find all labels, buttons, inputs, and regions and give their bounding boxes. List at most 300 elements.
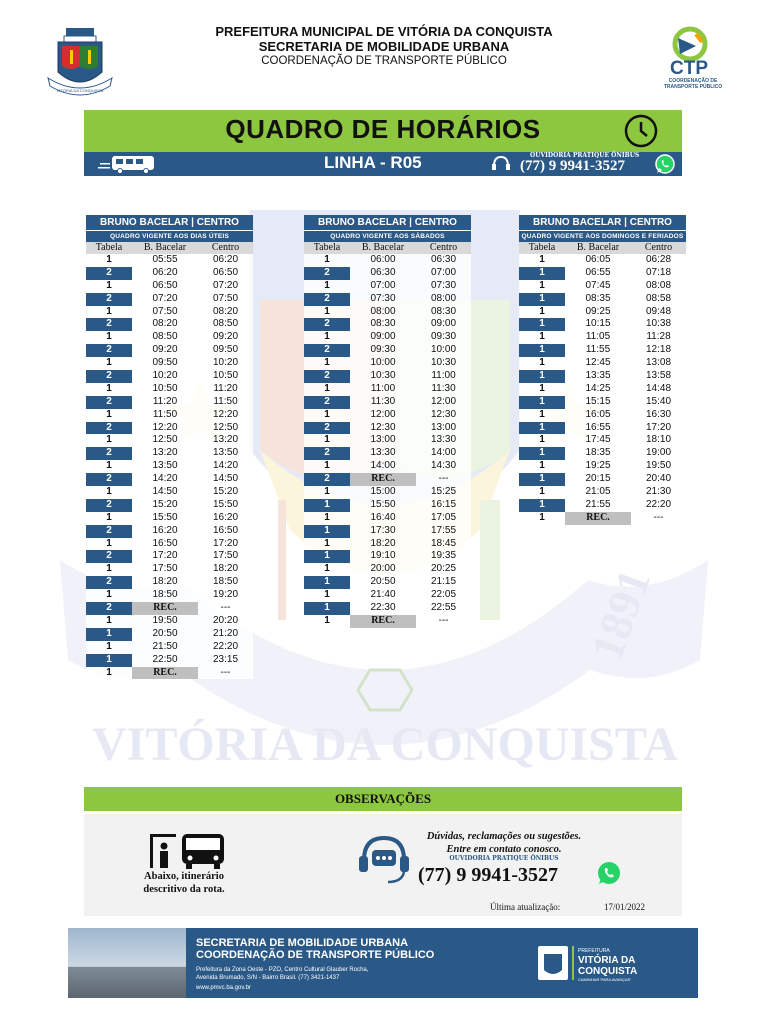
whatsapp-icon-contact [596,860,622,886]
table-cell-tabela: 1 [519,473,565,486]
table-row [86,447,253,460]
table-row [519,331,686,344]
column-header: Centro [644,242,673,253]
table-cell-centro: 22:05 [430,589,457,601]
table-cell-tabela: 1 [539,460,545,472]
table-row [86,538,253,551]
table-cell-centro: 09:48 [645,305,672,317]
header-line-2: SECRETARIA DE MOBILIDADE URBANA [258,39,510,54]
table-cell-centro: 10:50 [212,370,239,382]
table-cell-bacelar: 16:40 [370,511,396,523]
table-row [86,318,253,331]
footer-title-1: SECRETARIA DE MOBILIDADE URBANA [196,937,409,949]
table-cell-tabela: 2 [86,602,132,615]
table-cell-centro: 15:40 [645,395,672,407]
table-cell-tabela: 1 [539,254,545,265]
table-cell-bacelar: 10:30 [370,370,396,382]
table-row [519,280,686,293]
ouvidoria-phone[interactable]: (77) 9 9941-3527 [520,158,625,174]
table-cell-bacelar: 20:50 [152,627,178,639]
table-cell-tabela: 1 [324,305,330,317]
table-cell-centro: 07:50 [212,292,239,304]
table-row [304,538,471,551]
table-row [86,512,253,525]
table-cell-centro: 16:20 [212,511,239,523]
table-cell-tabela: 1 [324,563,330,575]
table-cell-bacelar: 18:35 [585,447,611,459]
table-cell-centro: 19:35 [430,550,457,562]
table-cell-tabela: 1 [324,614,330,626]
table-cell-tabela: 1 [519,344,565,357]
table-cell-centro: 06:50 [212,266,239,278]
headset-icon [490,154,512,174]
table-cell-tabela: 1 [324,537,330,549]
table-cell-centro: 09:20 [212,331,239,343]
table-row [519,357,686,370]
table-row [304,434,471,447]
table-cell-centro: 18:10 [645,434,672,446]
table-cell-tabela: 2 [86,267,132,280]
table-cell-bacelar: 18:20 [370,537,396,549]
table-cell-tabela: 2 [86,576,132,589]
table-cell-bacelar: 08:35 [585,292,611,304]
table-cell-bacelar: 08:50 [152,331,178,343]
table-cell-bacelar: 15:15 [585,395,611,407]
table-row [519,396,686,409]
table-cell-bacelar: 12:50 [152,434,178,446]
table-cell-tabela: 2 [86,344,132,357]
table-row [519,512,686,525]
table-cell-bacelar: 14:25 [585,382,611,394]
bus-stop-icon [148,832,230,870]
table-cell-bacelar: 17:30 [370,524,396,536]
table-cell-tabela: 2 [304,473,350,486]
table-cell-bacelar: 22:30 [370,602,396,614]
table-cell-bacelar: 12:45 [585,357,611,369]
table-cell-centro: 14:48 [645,382,672,394]
table-cell-tabela: 1 [86,628,132,641]
table-row [86,370,253,383]
itinerary-note [124,870,244,896]
table-cell-centro: 19:50 [645,460,672,472]
table-cell-bacelar: 06:55 [585,266,611,278]
table-cell-centro: 12:30 [430,408,457,420]
table-cell-tabela: 2 [304,370,350,383]
table-cell-centro: 23:15 [212,653,239,665]
table-row [519,306,686,319]
table-row [304,615,471,628]
table-row [86,576,253,589]
table-cell-centro: 08:50 [212,318,239,330]
last-update-label: Última atualização: [490,902,561,912]
table-cell-centro: 13:50 [212,447,239,459]
header-line-3: COORDENAÇÃO DE TRANSPORTE PÚBLICO [261,55,507,67]
table-cell-tabela: 2 [86,396,132,409]
table-cell-tabela: 2 [304,344,350,357]
table-cell-centro: 08:08 [645,279,672,291]
table-cell-tabela: 1 [324,382,330,394]
table-cell-centro: 17:05 [430,511,457,523]
table-cell-bacelar: 21:05 [585,486,611,498]
table-row [86,473,253,486]
table-cell-bacelar: 17:45 [585,434,611,446]
table-cell-centro: --- [220,666,231,678]
table-cell-tabela: 1 [324,589,330,601]
table-cell-bacelar: 13:20 [152,447,178,459]
crest-label: VITÓRIA DA CONQUISTA [56,88,104,93]
table-cell-bacelar: 21:40 [370,589,396,601]
table-row [304,422,471,435]
column-header: Tabela [528,242,556,253]
table-cell-bacelar: 20:50 [370,576,396,588]
table-row [86,396,253,409]
table-cell-centro: 16:15 [430,498,457,510]
table-cell-centro: --- [220,602,231,614]
table-cell-tabela: 1 [106,254,112,265]
table-cell-bacelar: 12:20 [152,421,178,433]
table-row [304,409,471,422]
table-row [86,344,253,357]
table-row [86,306,253,319]
table-row [304,602,471,615]
clock-icon [622,112,660,150]
table-row [86,331,253,344]
table-row [86,254,253,267]
table-cell-centro: 12:20 [212,408,239,420]
table-row [86,589,253,602]
table-cell-tabela: 1 [304,602,350,615]
schedule-weekdays [86,215,253,679]
table-cell-tabela: 1 [539,408,545,420]
table-cell-tabela: 1 [106,460,112,472]
schedule-sundays-holidays [519,215,686,525]
table-cell-bacelar: 07:30 [370,292,396,304]
line-banner [84,152,682,176]
table-cell-centro: 13:20 [212,434,239,446]
table-cell-centro: 18:50 [212,576,239,588]
table-cell-tabela: 1 [324,279,330,291]
column-header: Centro [211,242,240,253]
table-cell-tabela: 1 [106,305,112,317]
table-cell-centro: 07:30 [430,279,457,291]
table-cell-tabela: 1 [106,640,112,652]
table-cell-centro: 07:20 [212,279,239,291]
table-cell-bacelar: 09:50 [152,357,178,369]
schedule-column-headers [86,242,253,254]
table-cell-bacelar: 06:05 [585,254,611,265]
contact-message-line-2: Entre em contato conosco. [446,844,562,855]
table-cell-bacelar: 06:00 [370,254,396,265]
table-cell-bacelar: 18:50 [152,589,178,601]
table-cell-bacelar: REC. [565,512,631,525]
table-cell-bacelar: 07:00 [370,279,396,291]
table-cell-tabela: 1 [86,654,132,667]
table-row [519,422,686,435]
table-cell-tabela: 1 [324,357,330,369]
table-cell-centro: 14:00 [430,447,457,459]
contact-phone[interactable]: (77) 9 9941-3527 [418,864,558,886]
table-row [86,628,253,641]
schedule-route: BRUNO BACELAR | CENTRO [304,215,471,230]
table-cell-bacelar: REC. [350,473,416,486]
table-cell-centro: 10:38 [645,318,672,330]
table-row [519,254,686,267]
table-cell-centro: 19:20 [212,589,239,601]
table-cell-bacelar: 13:35 [585,370,611,382]
footer-website[interactable]: www.pmvc.ba.gov.br [196,985,251,991]
table-cell-tabela: 1 [304,525,350,538]
table-cell-bacelar: 06:20 [152,266,178,278]
table-cell-tabela: 1 [106,434,112,446]
table-cell-tabela: 1 [539,357,545,369]
table-cell-centro: 07:00 [430,266,457,278]
table-cell-tabela: 2 [86,550,132,563]
schedule-period: QUADRO VIGENTE AOS SÁBADOS [304,230,471,242]
table-cell-tabela: 2 [86,318,132,331]
table-cell-centro: 07:18 [645,266,672,278]
table-cell-tabela: 1 [106,511,112,523]
table-cell-centro: 13:58 [645,370,672,382]
table-cell-bacelar: 12:00 [370,408,396,420]
table-row [304,318,471,331]
table-row [519,383,686,396]
table-row [304,576,471,589]
table-row [86,357,253,370]
table-cell-tabela: 1 [519,499,565,512]
table-cell-bacelar: 09:25 [585,305,611,317]
table-cell-tabela: 2 [304,318,350,331]
table-cell-tabela: 1 [519,396,565,409]
table-row [519,473,686,486]
table-cell-centro: 20:20 [212,614,239,626]
prefeitura-logo-main-2: CONQUISTA [578,966,638,977]
table-cell-centro: 19:00 [645,447,672,459]
table-cell-tabela: 1 [106,537,112,549]
table-cell-bacelar: 20:15 [585,473,611,485]
table-cell-tabela: 1 [519,422,565,435]
table-cell-bacelar: 12:30 [370,421,396,433]
table-cell-centro: 11:30 [431,382,456,394]
column-header: B. Bacelar [143,242,187,253]
itinerary-note-line-2: descritivo da rota. [143,884,225,895]
page-title: QUADRO DE HORÁRIOS [225,114,541,144]
table-cell-centro: 11:50 [213,395,238,407]
table-cell-bacelar: 17:50 [152,563,178,575]
table-cell-centro: 10:30 [430,357,457,369]
ouvidoria-label: OUVIDORIA PRATIQUE ÔNIBUS [530,152,640,159]
ctp-logo-text: CTP [670,58,708,79]
table-cell-bacelar: 09:00 [370,331,396,343]
table-cell-centro: 13:00 [430,421,457,433]
table-cell-centro: 16:30 [645,408,672,420]
table-cell-bacelar: 14:20 [152,473,178,485]
table-cell-tabela: 1 [539,382,545,394]
table-cell-centro: 08:00 [430,292,457,304]
table-row [86,563,253,576]
table-cell-centro: 15:50 [212,498,239,510]
table-cell-bacelar: 16:55 [585,421,611,433]
table-cell-centro: --- [653,511,664,523]
table-row [304,447,471,460]
table-cell-bacelar: 10:50 [152,382,178,394]
table-cell-bacelar: 14:00 [370,460,396,472]
table-row [304,563,471,576]
last-update-date: 17/01/2022 [604,902,646,912]
table-cell-tabela: 1 [519,293,565,306]
table-cell-bacelar: 10:00 [370,357,396,369]
schedule-period: QUADRO VIGENTE AOS DIAS ÚTEIS [86,230,253,242]
table-row [519,486,686,499]
table-cell-bacelar: 09:30 [370,344,396,356]
table-row [304,254,471,267]
table-cell-tabela: 2 [304,293,350,306]
ctp-logo-sub-1: COORDENAÇÃO DE [668,78,718,84]
table-row [304,280,471,293]
table-cell-tabela: 1 [519,318,565,331]
table-cell-centro: 17:55 [430,524,457,536]
table-cell-bacelar: 20:00 [370,563,396,575]
table-cell-tabela: 1 [519,370,565,383]
table-cell-centro: 14:50 [212,473,239,485]
table-cell-tabela: 1 [106,279,112,291]
table-cell-tabela: 1 [539,331,545,343]
table-row [519,267,686,280]
table-cell-tabela: 1 [106,614,112,626]
table-row [86,422,253,435]
footer-photo [68,928,186,998]
table-cell-bacelar: 19:50 [152,614,178,626]
footer-address-1: Prefeitura da Zona Oeste - PZO, Centro Cultural Glauber Rocha, [196,967,369,973]
table-row [86,434,253,447]
table-cell-bacelar: 08:30 [370,318,396,330]
watermark-year: 1891 [580,562,661,667]
table-cell-bacelar: 13:30 [370,447,396,459]
prefeitura-logo-small: PREFEITURA [578,948,610,954]
bus-icon [98,154,156,174]
table-cell-tabela: 1 [324,254,330,265]
table-cell-bacelar: 17:20 [152,550,178,562]
table-cell-tabela: 1 [539,511,545,523]
schedule-route: BRUNO BACELAR | CENTRO [86,215,253,230]
table-row [304,396,471,409]
table-cell-bacelar: REC. [350,615,416,628]
table-cell-centro: 11:20 [213,382,238,394]
table-cell-centro: 06:30 [430,254,457,265]
table-cell-bacelar: 15:00 [370,486,396,498]
table-cell-tabela: 1 [519,447,565,460]
table-row [86,409,253,422]
table-row [304,344,471,357]
line-number: LINHA - R05 [324,153,422,172]
schedule-saturdays [304,215,471,628]
table-cell-centro: 17:50 [212,550,239,562]
table-cell-bacelar: 11:30 [370,395,396,407]
column-header: Centro [429,242,458,253]
table-cell-centro: 08:30 [430,305,457,317]
table-row [304,383,471,396]
table-cell-bacelar: 13:50 [152,460,178,472]
table-row [304,525,471,538]
column-header: B. Bacelar [576,242,620,253]
table-cell-tabela: 1 [324,511,330,523]
table-cell-centro: 06:20 [212,254,239,265]
table-row [86,280,253,293]
table-cell-centro: 22:20 [645,498,672,510]
table-row [519,409,686,422]
table-cell-bacelar: 08:20 [152,318,178,330]
table-cell-bacelar: 06:30 [370,266,396,278]
table-row [519,460,686,473]
table-row [86,460,253,473]
table-cell-bacelar: 07:50 [152,305,178,317]
table-cell-centro: 21:30 [645,486,672,498]
table-cell-tabela: 2 [86,447,132,460]
table-cell-bacelar: 15:50 [152,511,178,523]
column-header: Tabela [313,242,341,253]
table-row [304,589,471,602]
table-cell-tabela: 1 [106,382,112,394]
table-cell-tabela: 2 [304,267,350,280]
table-cell-centro: 13:30 [430,434,457,446]
table-cell-centro: 11:00 [431,370,456,382]
ctp-logo-sub-2: TRANSPORTE PÚBLICO [663,84,723,90]
table-cell-tabela: 1 [106,486,112,498]
table-row [86,486,253,499]
table-row [304,357,471,370]
itinerary-note-line-1: Abaixo, itinerário [144,871,224,882]
schedule-period: QUADRO VIGENTE AOS DOMINGOS E FERIADOS [519,230,686,242]
table-cell-bacelar: REC. [132,602,198,615]
table-cell-centro: 15:20 [212,486,239,498]
table-cell-centro: 21:20 [212,627,239,639]
table-cell-centro: 12:50 [212,421,239,433]
table-cell-centro: 12:18 [645,344,672,356]
table-cell-tabela: 1 [539,434,545,446]
table-cell-bacelar: 16:05 [585,408,611,420]
table-row [304,267,471,280]
table-cell-tabela: 1 [106,563,112,575]
table-row [519,370,686,383]
table-cell-bacelar: 08:00 [370,305,396,317]
table-cell-bacelar: 21:55 [585,498,611,510]
table-cell-bacelar: 11:50 [152,408,178,420]
table-cell-centro: 18:45 [430,537,457,549]
table-row [304,331,471,344]
table-cell-tabela: 1 [539,279,545,291]
table-cell-bacelar: 09:20 [152,344,178,356]
table-row [86,654,253,667]
table-row [304,370,471,383]
table-cell-centro: 09:00 [430,318,457,330]
table-cell-centro: 20:40 [645,473,672,485]
table-row [304,293,471,306]
table-row [86,641,253,654]
table-cell-bacelar: 16:50 [152,537,178,549]
table-cell-tabela: 1 [539,305,545,317]
table-cell-centro: 13:08 [645,357,672,369]
table-row [304,473,471,486]
watermark-text: VITÓRIA DA CONQUISTA [92,718,678,771]
table-cell-centro: 17:20 [645,421,672,433]
table-cell-centro: 08:20 [212,305,239,317]
prefeitura-logo [538,942,688,984]
table-cell-tabela: 1 [106,666,112,678]
table-cell-tabela: 1 [324,486,330,498]
table-cell-bacelar: 11:20 [152,395,178,407]
title-banner [84,110,682,152]
contact-ouvidoria-label: OUVIDORIA PRATIQUE ÔNIBUS [449,855,559,862]
table-cell-centro: 06:28 [645,254,672,265]
